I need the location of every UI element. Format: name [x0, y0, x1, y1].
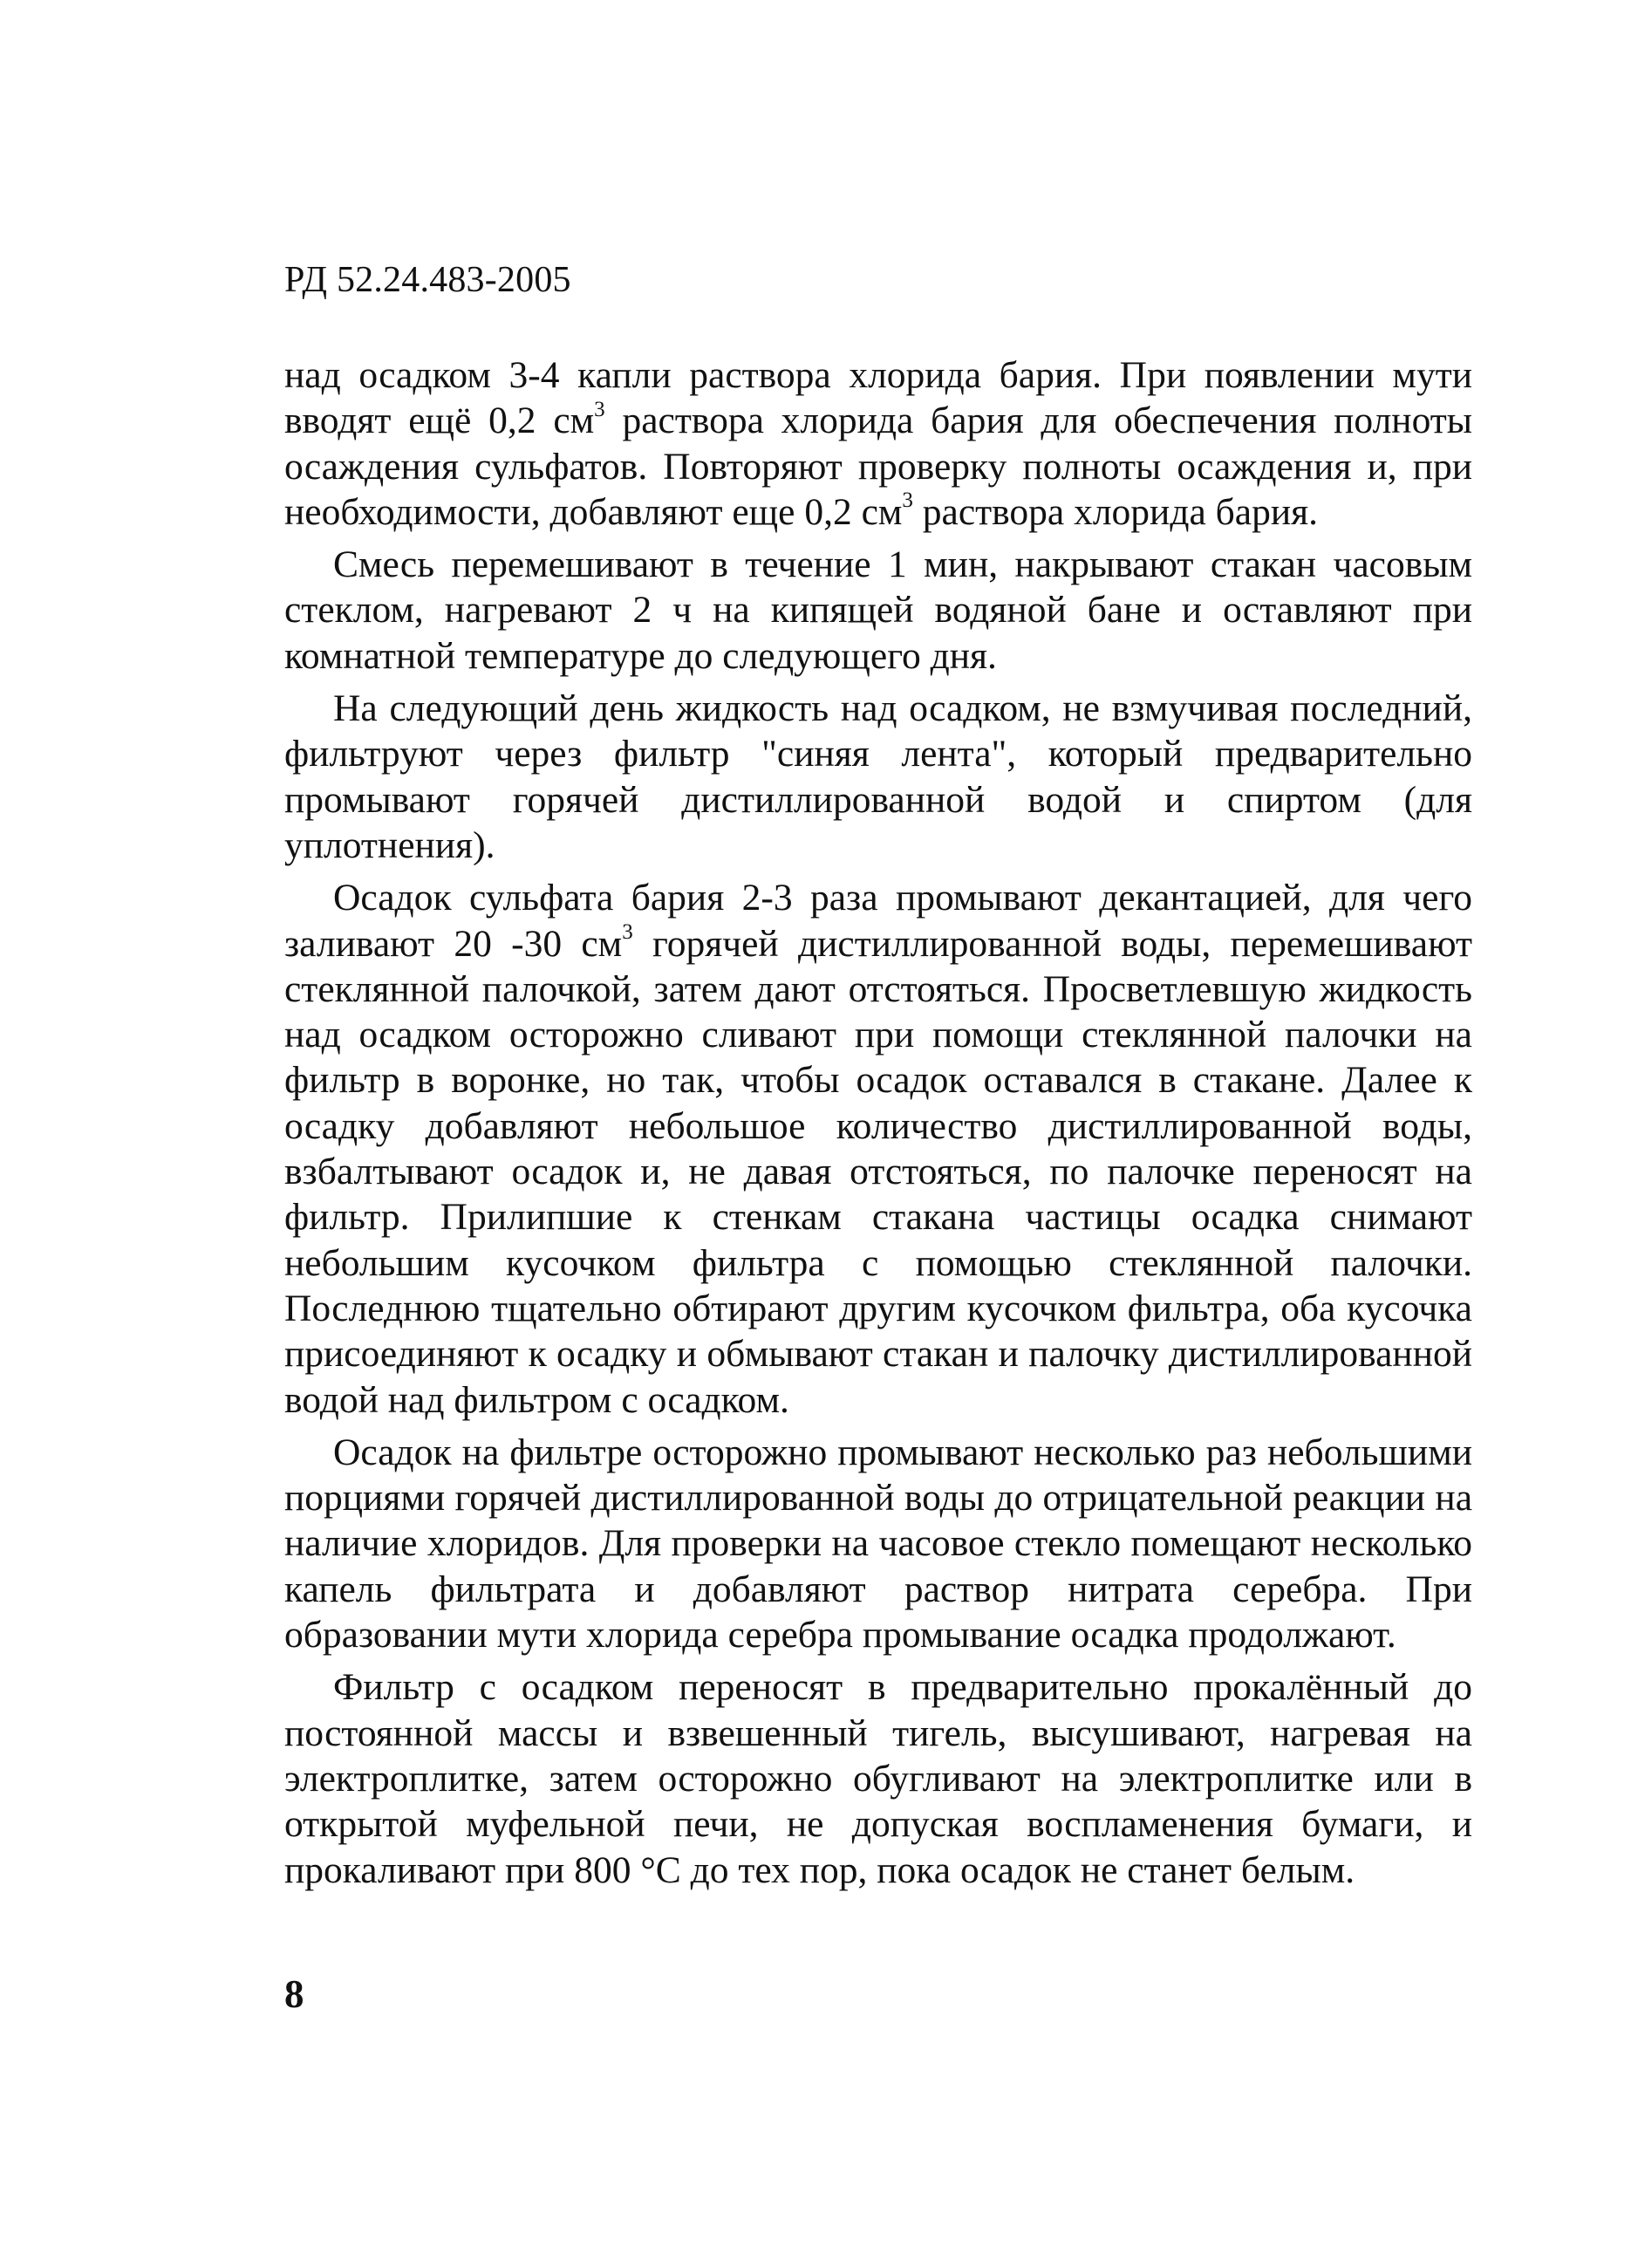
superscript-cube-2: 3: [902, 488, 913, 513]
paragraph-1-part-3: раствора хлорида бария.: [912, 490, 1318, 533]
paragraph-6: Фильтр с осадком переносят в предварительно прокалённый до постоянной массы и взвешенный тигель, высушивают, нагревая на электроплитке, затем осторожно обугливают на электроплитке или в открытой муфельной печи, не допуская воспламенения бумаги, и прокаливают при 800 °С до тех пор, пока осадок не станет белым.: [284, 1666, 1472, 1891]
superscript-cube-3: 3: [622, 920, 633, 945]
paragraph-1: [284, 352, 1472, 535]
paragraph-1-part-2: раствора хлорида бария для обеспечения полноты осаждения сульфатов. Повторяют проверку полноты осаждения и, при необходимости, добавляют еще 0,2 см: [284, 400, 1473, 533]
paragraph-4-part-1: Осадок сульфата бария 2-3 раза промывают декантацией, для чего заливают 20 -30 см: [284, 877, 1472, 965]
paragraph-5: Осадок на фильтре осторожно промывают несколько раз небольшими порциями горячей дистиллированной воды до отрицательной реакции на наличие хлоридов. Для проверки на часовое стекло помещают несколько капель фильтрата и добавляют раствор нитрата серебра. При образовании мути хлорида серебра промывание осадка продолжают.: [284, 1431, 1472, 1657]
paragraph-3: На следующий день жидкость над осадком, не взмучивая последний, фильтруют через фильтр "синяя лента", который предварительно промывают горячей дистиллированной водой и спиртом (для уплотнения).: [284, 687, 1472, 866]
page-number: 8: [284, 1972, 304, 2016]
document-header: РД 52.24.483-2005: [284, 260, 571, 300]
paragraph-4: [284, 875, 1472, 1423]
paragraph-1-part-1: над осадком 3-4 капли раствора хлорида бария. При появлении мути вводят ещё 0,2 см: [284, 354, 1472, 442]
body-text: [284, 352, 1472, 1900]
paragraph-4-part-2: горячей дистиллированной воды, перемешивают стеклянной палочкой, затем дают отстояться. Просветлевшую жидкость над осадком осторожно сливают при помощи стеклянной палочки на фильтр в воронке, но так, чтобы осадок оставался в стакане. Далее к осадку добавляют небольшое количество дистиллированной воды, взбалтывают осадок и, не давая отстояться, по палочке переносят на фильтр. Прилипшие к стенкам стакана частицы осадка снимают небольшим кусочком фильтра с помощью стеклянной палочки. Последнюю тщательно обтирают другим кусочком фильтра, оба кусочка присоединяют к осадку и обмывают стакан и палочку дистиллированной водой над фильтром с осадком.: [284, 922, 1473, 1421]
paragraph-2: Смесь перемешивают в течение 1 мин, накрывают стакан часовым стеклом, нагревают 2 ч на кипящей водяной бане и оставляют при комнатной температуре до следующего дня.: [284, 543, 1472, 677]
superscript-cube-1: 3: [594, 397, 605, 421]
